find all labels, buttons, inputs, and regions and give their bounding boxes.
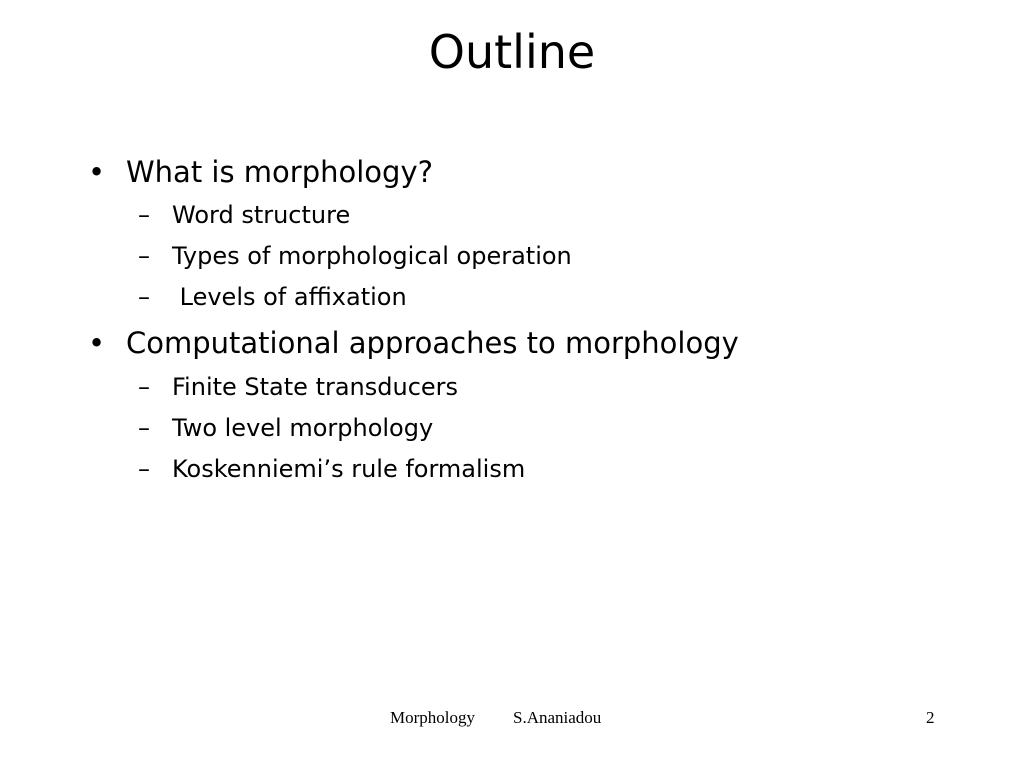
outline-item [88, 152, 433, 192]
bullet-dot: • [88, 155, 106, 189]
outline-subitem-text: Two level morphology [172, 414, 434, 442]
outline-subitem [138, 452, 525, 486]
outline-subitem-text: Koskenniemi’s rule formalism [172, 455, 526, 483]
outline-subitem-text: Finite State transducers [172, 373, 459, 401]
outline-item-text: Computational approaches to morphology [126, 326, 739, 360]
bullet-dash: – [138, 414, 150, 442]
bullet-dash: – [138, 201, 150, 229]
footer-author: S.Ananiadou [513, 708, 602, 727]
outline-subitem [138, 370, 458, 404]
outline-item-text: What is morphology? [126, 155, 434, 189]
outline-subitem [138, 280, 407, 314]
bullet-dash: – [138, 373, 150, 401]
footer-topic: Morphology [390, 708, 475, 727]
bullet-dash: – [138, 242, 150, 270]
outline-subitem-text: Levels of affixation [172, 283, 407, 311]
page-number: 2 [926, 708, 935, 727]
bullet-dot: • [88, 326, 106, 360]
bullet-dash: – [138, 455, 150, 483]
outline-subitem [138, 239, 572, 273]
outline-item [88, 323, 739, 363]
outline-subitem-text: Types of morphological operation [172, 242, 572, 270]
outline-subitem [138, 411, 433, 445]
bullet-dash: – [138, 283, 150, 311]
footer-info [390, 706, 601, 730]
outline-subitem-text: Word structure [172, 201, 351, 229]
outline-subitem [138, 198, 350, 232]
slide-title: Outline [428, 25, 596, 79]
